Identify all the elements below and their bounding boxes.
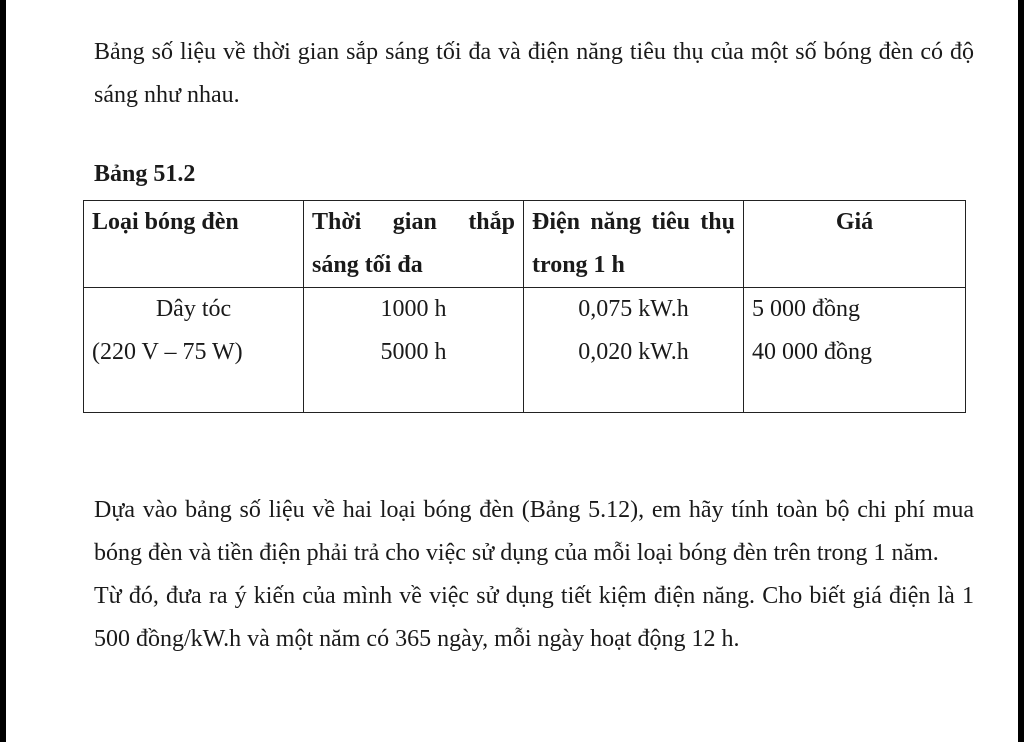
table-row bbox=[84, 288, 966, 413]
header-cell-price: Giá bbox=[744, 201, 966, 288]
intro-paragraph: Bảng số liệu về thời gian sắp sáng tối đa và điện năng tiêu thụ của một số bóng đèn có độ sáng như nhau. bbox=[94, 39, 974, 108]
cell-line: 40 000 đồng bbox=[752, 339, 872, 365]
data-table bbox=[83, 200, 966, 413]
header-cell-lamp-type: Loại bóng đèn bbox=[84, 201, 304, 288]
question-block bbox=[94, 489, 974, 661]
table-header-row bbox=[84, 201, 966, 288]
cell-line: 0,075 kW.h bbox=[578, 296, 689, 322]
document-page bbox=[6, 0, 1018, 742]
cell-energy-per-hour bbox=[524, 288, 744, 413]
cell-line: 0,020 kW.h bbox=[578, 339, 689, 365]
cell-line: (220 V – 75 W) bbox=[92, 339, 243, 365]
cell-max-lighting-time bbox=[304, 288, 524, 413]
cell-line: 5 000 đồng bbox=[752, 296, 860, 322]
table-caption: Bảng 51.2 bbox=[94, 161, 196, 187]
cell-line: 5000 h bbox=[380, 339, 447, 365]
header-cell-energy-per-hour: Điện năng tiêu thụ trong 1 h bbox=[524, 201, 744, 288]
header-cell-max-lighting-time: Thời gian thắp sáng tối đa bbox=[304, 201, 524, 288]
cell-lamp-type bbox=[84, 288, 304, 413]
cell-line: Dây tóc bbox=[155, 296, 232, 322]
question-paragraph: Từ đó, đưa ra ý kiến của mình về việc sử dụng tiết kiệm điện năng. Cho biết giá điện là 1 500 đồng/kW.h và một năm có 365 ngày, mỗi ngày hoạt động 12 h. bbox=[94, 583, 974, 652]
question-paragraph: Dựa vào bảng số liệu về hai loại bóng đèn (Bảng 5.12), em hãy tính toàn bộ chi phí mua bóng đèn và tiền điện phải trả cho việc sử dụng của mỗi loại bóng đèn trên trong 1 năm. bbox=[94, 497, 974, 566]
cell-price bbox=[744, 288, 966, 413]
cell-line: 1000 h bbox=[380, 296, 447, 322]
